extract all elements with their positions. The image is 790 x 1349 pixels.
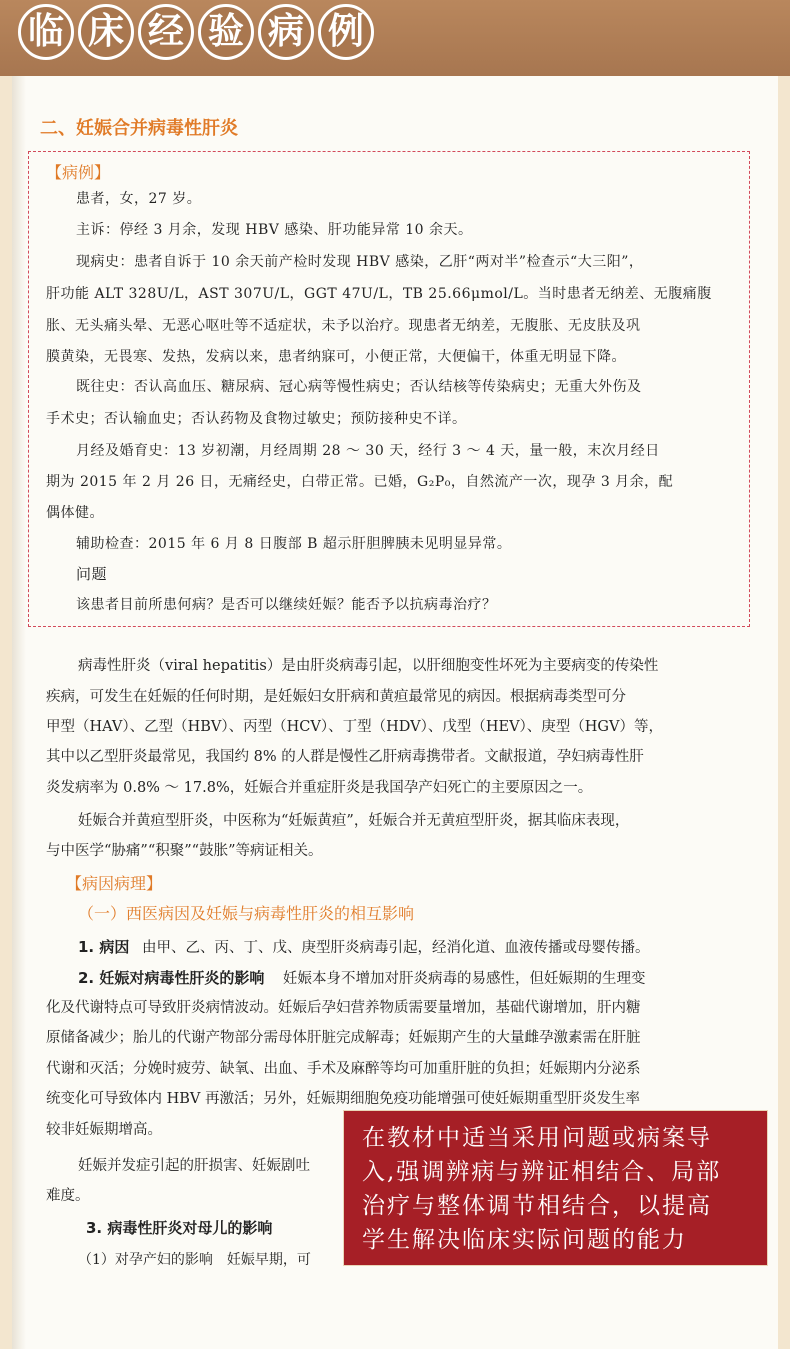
item-3-heading: 3. 病毒性肝炎对母儿的影响 [86,1219,273,1237]
case-line: 现病史：患者自诉于 10 余天前产检时发现 HBV 感染，乙肝“两对半”检查示“大三阳”， [76,254,644,270]
section-title: 二、妊娠合并病毒性肝炎 [40,118,238,139]
case-line: 主诉：停经 3 月余，发现 HBV 感染、肝功能异常 10 余天。 [76,222,473,238]
callout-line: 治疗与整体调节相结合，以提高 [362,1193,712,1219]
item-1-text: 由甲、乙、丙、丁、戊、庚型肝炎病毒引起，经消化道、血液传播或母婴传播。 [141,940,650,956]
item-2 [78,968,645,989]
case-line: 患者，女，27 岁。 [76,191,202,207]
item-1-heading: 1. 病因 [78,938,130,956]
subsection-title: （一）西医病因及妊娠与病毒性肝炎的相互影响 [78,904,415,923]
case-question-heading: 问题 [76,565,108,583]
case-line: 胀、无头痛头晕、无恶心呕吐等不适症状，未予以治疗。现患者无纳差，无腹胀、无皮肤及巩 [46,318,641,334]
body-line: 统变化可导致体内 HBV 再激活；另外，妊娠期细胞免疫功能增强可使妊娠期重型肝炎发生率 [46,1091,640,1107]
banner-char: 经 [138,4,194,60]
banner-char: 临 [18,4,74,60]
case-line: 膜黄染，无畏寒、发热，发病以来，患者纳寐可，小便正常，大便偏干，体重无明显下降。 [46,349,626,365]
body-line: 难度。 [46,1188,90,1204]
body-line: 原储备减少；胎儿的代谢产物部分需母体肝脏完成解毒；妊娠期产生的大量雌孕激素需在肝脏 [46,1030,641,1046]
case-line: 偶体健。 [46,505,104,521]
body-line: 较非妊娠期增高。 [46,1122,162,1138]
body-line: 疾病，可发生在妊娠的任何时期，是妊娠妇女肝病和黄疸最常见的病因。根据病毒类型可分 [46,689,626,705]
case-line: 期为 2015 年 2 月 26 日，无痛经史，白带正常。已婚，G₂P₀，自然流产一次，现孕 3 月余，配 [46,474,674,490]
callout-line: 入,强调辨病与辨证相结合、局部 [362,1159,722,1185]
banner-char: 床 [78,4,134,60]
callout-line: 学生解决临床实际问题的能力 [362,1227,687,1253]
case-line: 肝功能 ALT 328U/L，AST 307U/L，GGT 47U/L，TB 25.66μmol/L。当时患者无纳差、无腹痛腹 [46,286,712,302]
body-line: 妊娠合并黄疸型肝炎，中医称为“妊娠黄疸”，妊娠合并无黄疸型肝炎，据其临床表现， [78,813,630,829]
body-line: 炎发病率为 0.8% ～ 17.8%，妊娠合并重症肝炎是我国孕产妇死亡的主要原因之一。 [46,780,593,796]
item-2-text: 妊娠本身不增加对肝炎病毒的易感性，但妊娠期的生理变 [282,971,646,987]
case-line: 辅助检查：2015 年 6 月 8 日腹部 B 超示肝胆脾胰未见明显异常。 [76,536,512,552]
callout-box [343,1110,768,1266]
case-line: 手术史；否认输血史；否认药物及食物过敏史；预防接种史不详。 [46,411,467,427]
body-line: 妊娠并发症引起的肝损害、妊娠剧吐 [78,1158,310,1174]
body-line: 其中以乙型肝炎最常见，我国约 8% 的人群是慢性乙肝病毒携带者。文献报道，孕妇病毒性肝 [46,749,644,765]
banner-char: 验 [198,4,254,60]
body-line: 代谢和灭活；分娩时疲劳、缺氧、出血、手术及麻醉等均可加重肝脏的负担；妊娠期内分泌系 [46,1061,641,1077]
banner-char: 病 [258,4,314,60]
banner-title [18,4,374,60]
body-line: 病毒性肝炎（viral hepatitis）是由肝炎病毒引起，以肝细胞变性坏死为主要病变的传染性 [78,658,659,674]
header-banner [0,0,790,76]
callout-line: 在教材中适当采用问题或病案导 [362,1125,712,1151]
case-tag: 【病例】 [46,163,111,182]
case-line: 既往史：否认高血压、糖尿病、冠心病等慢性病史；否认结核等传染病史；无重大外伤及 [76,379,642,395]
banner-char: 例 [318,4,374,60]
etiology-tag: 【病因病理】 [66,874,163,893]
item-1 [78,937,649,958]
case-line: 月经及婚育史：13 岁初潮，月经周期 28 ～ 30 天，经行 3 ～ 4 天，量一般，末次月经日 [76,443,660,459]
case-question: 该患者目前所患何病？是否可以继续妊娠？能否予以抗病毒治疗？ [76,597,497,613]
body-line: 化及代谢特点可导致肝炎病情波动。妊娠后孕妇营养物质需要量增加，基础代谢增加，肝内糖 [46,1000,641,1016]
body-line: 甲型（HAV）、乙型（HBV）、丙型（HCV）、丁型（HDV）、戊型（HEV）、庚型（HGV）等， [46,719,663,735]
body-line: 与中医学“胁痛”“积聚”“鼓胀”等病证相关。 [46,843,323,859]
page-gutter-shadow [12,76,26,1349]
item-3-sub: （1）对孕产妇的影响 妊娠早期，可 [78,1252,311,1268]
item-2-heading: 2. 妊娠对病毒性肝炎的影响 [78,969,265,987]
